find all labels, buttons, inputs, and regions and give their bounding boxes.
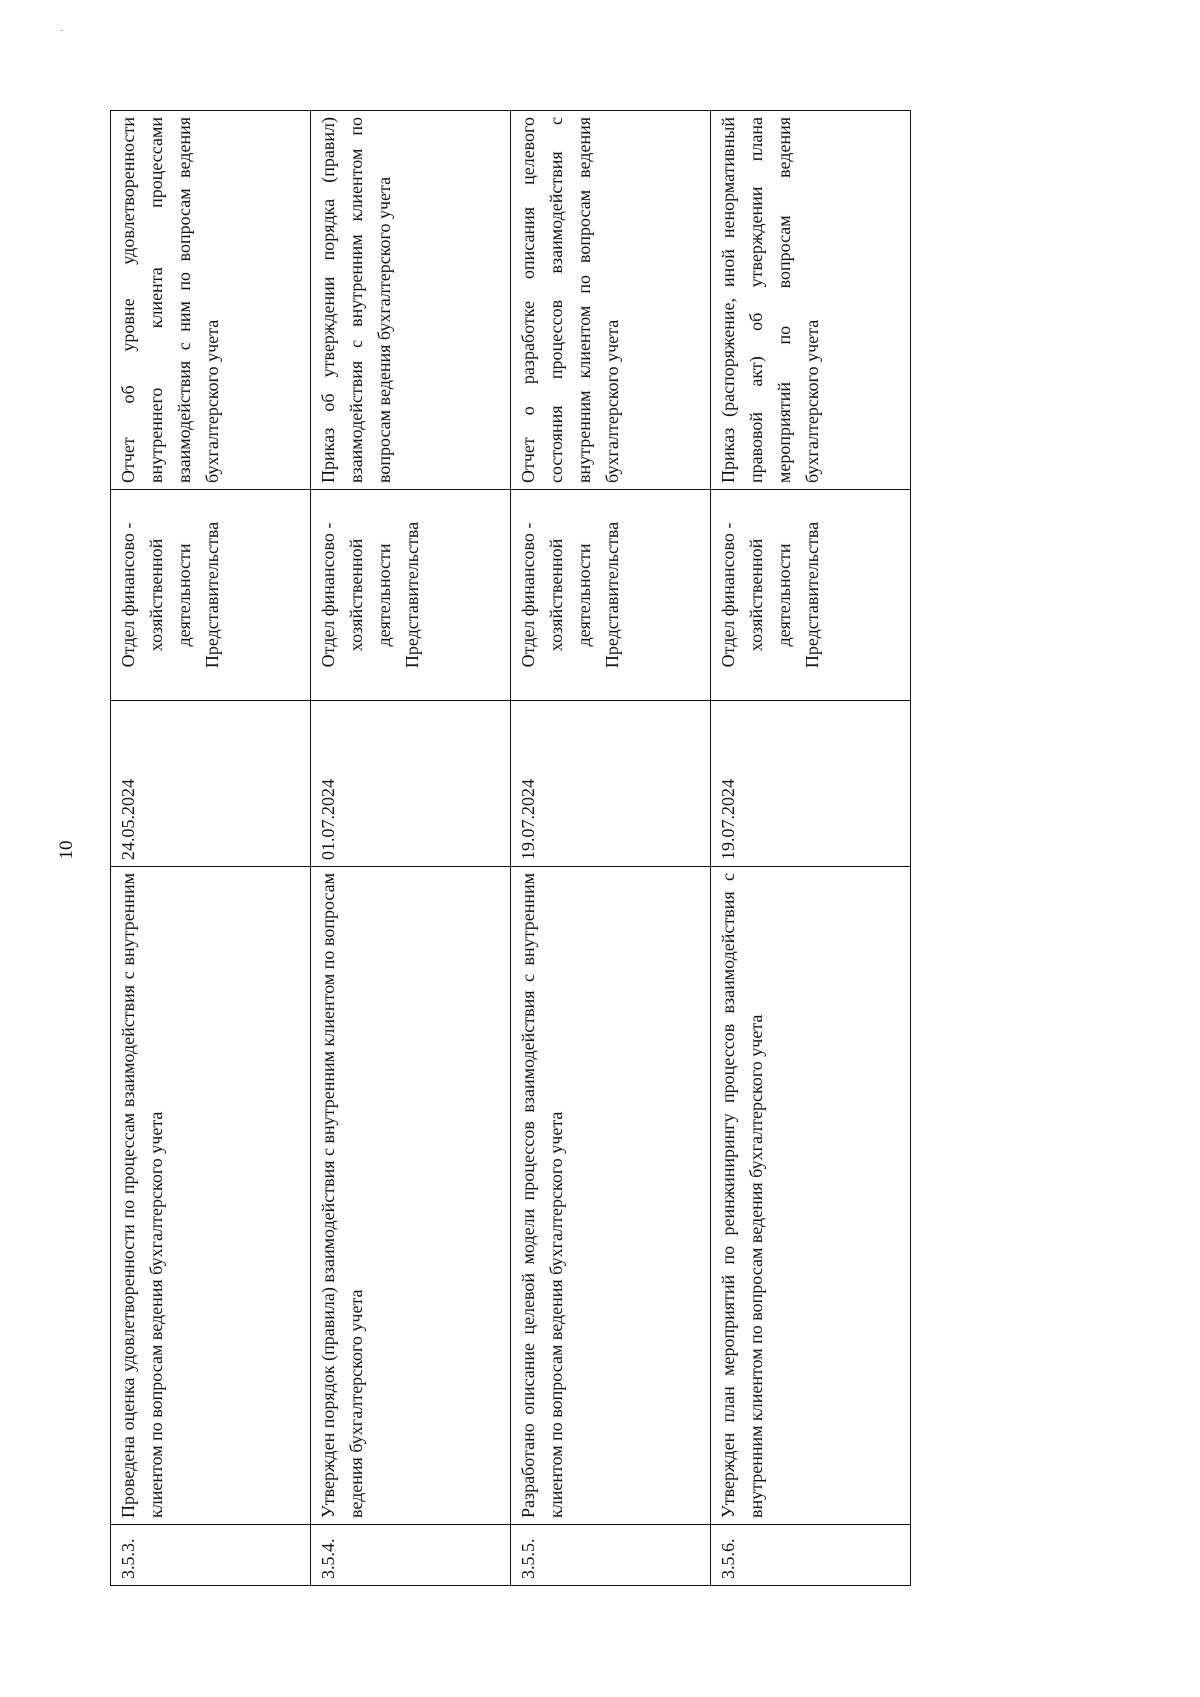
row-number: 3.5.3. (111, 1525, 311, 1586)
responsible-executor: Отдел финансово - хозяйственной деятельности Представительства (111, 490, 311, 701)
plan-table-container (110, 110, 910, 1586)
deadline-date: 24.05.2024 (111, 701, 311, 867)
scan-artifact (60, 30, 63, 31)
table-row (711, 111, 911, 1586)
responsible-executor: Отдел финансово - хозяйственной деятельности Представительства (311, 490, 511, 701)
row-number: 3.5.5. (511, 1525, 711, 1586)
table-row (311, 111, 511, 1586)
responsible-executor: Отдел финансово - хозяйственной деятельности Представительства (511, 490, 711, 701)
expected-result: Отчет о разработке описания целевого состояния процессов взаимодействия с внутренним клиентом по вопросам ведения бухгалтерского учета (511, 111, 711, 490)
action-plan-table (110, 110, 911, 1586)
task-description: Разработано описание целевой модели процессов взаимодействия с внутренним клиентом по вопросам ведения бухгалтерского учета (511, 867, 711, 1525)
expected-result: Отчет об уровне удовлетворенности внутреннего клиента процессами взаимодействия с ним по вопросам ведения бухгалтерского учета (111, 111, 311, 490)
deadline-date: 01.07.2024 (311, 701, 511, 867)
responsible-executor: Отдел финансово - хозяйственной деятельности Представительства (711, 490, 911, 701)
page-number: 10 (56, 840, 77, 860)
task-description: Утвержден план мероприятий по реинжинирингу процессов взаимодействия с внутренним клиентом по вопросам ведения бухгалтерского учета (711, 867, 911, 1525)
row-number: 3.5.6. (711, 1525, 911, 1586)
row-number: 3.5.4. (311, 1525, 511, 1586)
expected-result: Приказ об утверждении порядка (правил) взаимодействия с внутренним клиентом по вопросам ведения бухгалтерского учета (311, 111, 511, 490)
task-description: Проведена оценка удовлетворенности по процессам взаимодействия с внутренним клиентом по вопросам ведения бухгалтерского учета (111, 867, 311, 1525)
deadline-date: 19.07.2024 (711, 701, 911, 867)
expected-result: Приказ (распоряжение, иной ненормативный правовой акт) об утверждении плана мероприятий по вопросам ведения бухгалтерского учета (711, 111, 911, 490)
table-row (111, 111, 311, 1586)
task-description: Утвержден порядок (правила) взаимодействия с внутренним клиентом по вопросам ведения бухгалтерского учета (311, 867, 511, 1525)
rotated-table-frame (110, 110, 910, 1586)
table-row (511, 111, 711, 1586)
deadline-date: 19.07.2024 (511, 701, 711, 867)
